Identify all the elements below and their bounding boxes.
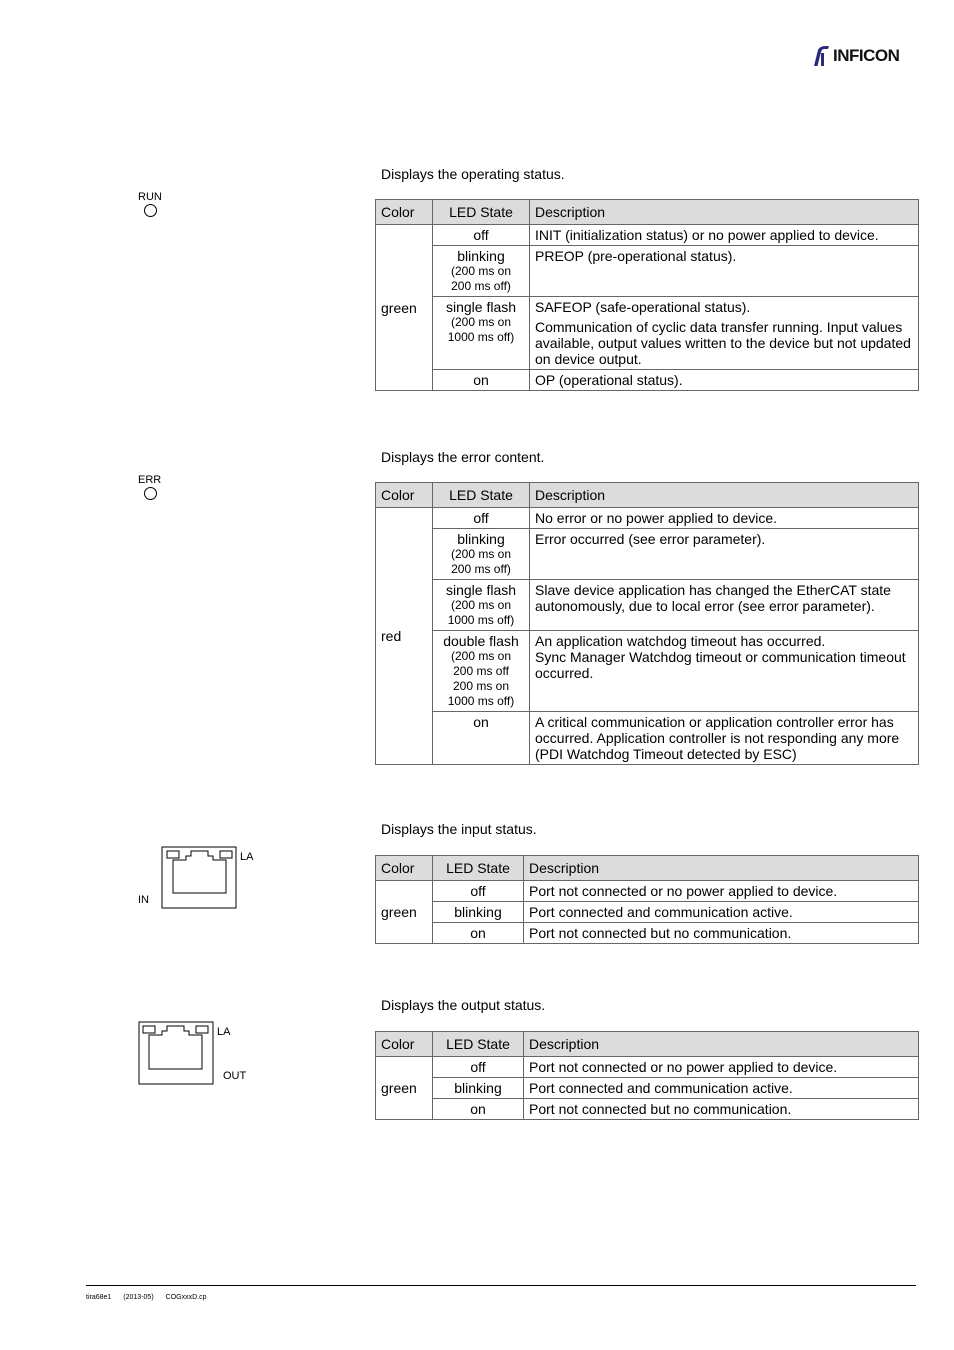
in-intro: Displays the input status. — [381, 821, 537, 837]
rj45-in-port-icon — [161, 846, 239, 910]
table-header-row — [376, 856, 919, 881]
description-cell: Port not connected but no communication. — [524, 1099, 919, 1120]
state-cell: off — [433, 508, 530, 529]
inficon-logo-icon — [811, 44, 831, 68]
color-cell: red — [376, 508, 433, 765]
in-la-label: LA — [240, 851, 254, 863]
description-cell: Port not connected or no power applied to device. — [524, 1057, 919, 1078]
description-cell: No error or no power applied to device. — [530, 508, 919, 529]
description-cell: Slave device application has changed the EtherCAT state autonomously, due to local error (see error parameter). — [530, 580, 919, 631]
brand-logo — [811, 44, 899, 68]
err-status-table — [375, 482, 919, 765]
run-intro: Displays the operating status. — [381, 166, 565, 182]
out-intro: Displays the output status. — [381, 997, 546, 1013]
err-led-icon — [144, 487, 157, 500]
state-cell: blinking (200 ms on 200 ms off) — [433, 246, 530, 297]
state-cell: blinking — [433, 1078, 524, 1099]
state-cell: single flash (200 ms on 1000 ms off) — [433, 297, 530, 370]
table-row — [376, 923, 919, 944]
out-status-table — [375, 1031, 919, 1120]
header-color: Color — [376, 483, 433, 508]
state-cell: single flash (200 ms on 1000 ms off) — [433, 580, 530, 631]
table-row — [376, 370, 919, 391]
state-cell: on — [433, 923, 524, 944]
header-description: Description — [524, 1032, 919, 1057]
run-led-icon — [144, 204, 157, 217]
rj45-out-port-icon — [138, 1021, 216, 1085]
footer-doc-id: tira68e1 — [86, 1294, 112, 1301]
state-cell: on — [433, 1099, 524, 1120]
table-row — [376, 631, 919, 712]
table-header-row — [376, 483, 919, 508]
description-cell: A critical communication or application controller error has occurred. Application controller is not responding any more (PDI Watchdog Timeout detected by ESC) — [530, 712, 919, 765]
state-cell: on — [433, 712, 530, 765]
table-row — [376, 225, 919, 246]
table-row — [376, 1078, 919, 1099]
state-cell: blinking — [433, 902, 524, 923]
table-row — [376, 508, 919, 529]
brand-name: INFICON — [833, 46, 900, 65]
table-row — [376, 580, 919, 631]
description-cell: Error occurred (see error parameter). — [530, 529, 919, 580]
header-color: Color — [376, 856, 433, 881]
in-status-table — [375, 855, 919, 944]
table-header-row — [376, 1032, 919, 1057]
state-cell: off — [433, 1057, 524, 1078]
description-cell: PREOP (pre-operational status). — [530, 246, 919, 297]
table-row — [376, 881, 919, 902]
header-description: Description — [530, 200, 919, 225]
footer-file: COGxxxD.cp — [165, 1294, 207, 1301]
header-led-state: LED State — [433, 200, 530, 225]
state-cell: blinking (200 ms on 200 ms off) — [433, 529, 530, 580]
in-port-label: IN — [138, 894, 149, 906]
table-row — [376, 246, 919, 297]
state-cell: off — [433, 225, 530, 246]
run-led-label: RUN — [138, 191, 162, 203]
out-port-label: OUT — [223, 1070, 247, 1082]
table-row — [376, 529, 919, 580]
state-cell: off — [433, 881, 524, 902]
header-led-state: LED State — [433, 1032, 524, 1057]
header-led-state: LED State — [433, 483, 530, 508]
err-intro: Displays the error content. — [381, 449, 545, 465]
description-cell: OP (operational status). — [530, 370, 919, 391]
color-cell: green — [376, 225, 433, 391]
table-row — [376, 1057, 919, 1078]
header-description: Description — [530, 483, 919, 508]
header-description: Description — [524, 856, 919, 881]
footer-divider — [86, 1285, 916, 1286]
description-cell: Port connected and communication active. — [524, 1078, 919, 1099]
description-cell: Port connected and communication active. — [524, 902, 919, 923]
table-header-row — [376, 200, 919, 225]
table-row — [376, 1099, 919, 1120]
err-led-label: ERR — [138, 474, 162, 486]
run-status-table — [375, 199, 919, 391]
header-color: Color — [376, 200, 433, 225]
table-row — [376, 297, 919, 370]
table-row — [376, 712, 919, 765]
color-cell: green — [376, 1057, 433, 1120]
description-cell: Port not connected or no power applied to device. — [524, 881, 919, 902]
color-cell: green — [376, 881, 433, 944]
table-row — [376, 902, 919, 923]
state-cell: double flash (200 ms on 200 ms off 200 ms on 1000 ms off) — [433, 631, 530, 712]
description-cell: INIT (initialization status) or no power applied to device. — [530, 225, 919, 246]
header-color: Color — [376, 1032, 433, 1057]
footer — [86, 1294, 207, 1301]
description-cell: An application watchdog timeout has occurred. Sync Manager Watchdog timeout or communication timeout occurred. — [530, 631, 919, 712]
state-cell: on — [433, 370, 530, 391]
footer-date: (2013-05) — [123, 1294, 154, 1301]
header-led-state: LED State — [433, 856, 524, 881]
description-cell: SAFEOP (safe-operational status). Communication of cyclic data transfer running. Input values available, output values written to the device but not updated on device output. — [530, 297, 919, 370]
out-la-label: LA — [217, 1026, 231, 1038]
description-cell: Port not connected but no communication. — [524, 923, 919, 944]
